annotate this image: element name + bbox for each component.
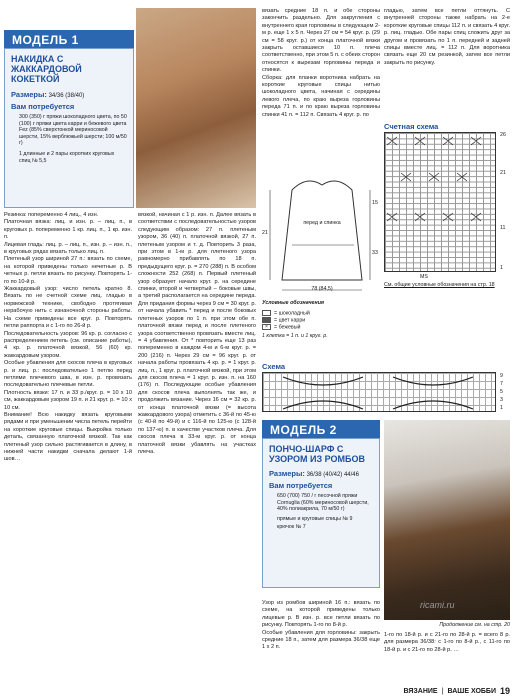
braid-chart xyxy=(262,372,496,412)
row-3: 3 xyxy=(500,397,503,403)
page-number: 19 xyxy=(499,686,510,696)
model1-tools: 1 длинные и 2 пары коротких круговых спиц № 5,5 xyxy=(19,150,115,164)
continue-note: Продолжение см. на стр. 20 xyxy=(439,622,510,628)
model2-photo xyxy=(384,420,510,620)
grid-number-1: 1 xyxy=(500,265,503,271)
diagram-bottom: 78 (84,5) xyxy=(311,286,333,292)
swatch-curry xyxy=(262,317,271,323)
model2-info-box xyxy=(262,438,380,588)
model1-materials: 300 (350) г пряжи шоколадного цвета, по 50 (100) г пряжи цвета карри и бежевого цвета Fez (85% сверхтонкой мериносовой шерсти, 15% верблюжьей шерсти; 100 м/50 г) xyxy=(19,114,127,147)
model1-info-box xyxy=(4,48,134,208)
ms-label: MS xyxy=(420,274,428,280)
model1-need-label: Вам потребуется xyxy=(11,102,75,111)
model1-header: МОДЕЛЬ 1 xyxy=(4,30,134,50)
model2-tools: прямые и круговые спицы № 9 xyxy=(277,515,353,522)
model2-sizes: 36/38 (40/42) 44/46 xyxy=(306,472,359,478)
grid-number-21: 21 xyxy=(500,170,506,176)
row-numbers xyxy=(500,372,503,412)
row-9: 9 xyxy=(500,373,503,379)
model1-sizes-label: Размеры: xyxy=(11,90,47,99)
text-column-5: Узор из ромбов шириной 16 п.: вязать по схеме, на которой приведены только лицевые р. В изн. р. все петли вязать по рисунку. Повторять 1-го по 8-й р. Особые убавления для горловины: закрыть средние 18 п., затем для размера 36/38 еще 1 х 2 п. xyxy=(262,600,380,651)
text-column-4: гладью, затем все петли оттянуть. С внутренней стороны также набрать на 2-е короткие круговые спицы 112 п. и связать 4 круг. р. лиц. гладью. Обе пары спиц сложить друг за другом и провязать по 1 п. передней и задней спицы вместе лиц. = 112 п. Для воротника связать еще 20 см резинкой, затем все петли закрыть по рисунку. xyxy=(384,8,510,66)
schema2-label: Схема xyxy=(262,362,286,371)
row-5: 5 xyxy=(500,389,503,395)
row-1: 1 xyxy=(500,405,503,411)
jacquard-chart xyxy=(384,132,496,272)
text-column-1: Резинка: попеременно 4 лиц., 4 изн. Платочная вязка: лиц. и изн. р. – лиц. п., в круговых р. попеременно 1 кр. лиц. п., 1 кр. изн. п. Лицевая гладь: лиц. р. – лиц. п., изн. р. – изн. п., в круговых рядах вязать только лиц. п. Плетеный узор шириной 27 п.: вязать по схеме, на которой приведены только нечетные р. В четных р. петли вязать по рисунку. Повторять 1-го по 10-й р. Жаккардовый узор: число петель кратно 8. Вязать по не счетной схеме лиц. гладью в норвежской технике, свободно протягивая нерабочую нить с изнаночной стороны работы. На схеме приведены все круг. р. Повторять петли раппорта и с 1-го по 26-й р. Последовательность узоров: 96 кр. р. согласно с распределением петель (см. описание работы), 4 кр. р. платочной вязкой, 56 (60) кр. жаккардовым узором. Особые убавления для скосов плеча в круговых р. и лиц. р.: последовательно 1 петлю перед петлями плечевого шва, в изн. р. провязать последовательно плечевые петли. Плотность вязки: 17 п. и 33 р./круг. р. = 10 х 10 см, жаккардовым узором 19 п. и 21 круг. р. = 10 х 10 см. Внимание! Всю накидку вязать круговыми рядами и при уменьшении числа петель перейти на короткие круговые спицы. Выкройка только деталь, связанную платочной вязкой. Так как плетеный узор сильно растягивается в длину, в нижней части накидки сначала делают 1-й шов… xyxy=(4,212,132,463)
row-7: 7 xyxy=(500,381,503,387)
footer-right: ВАШЕ ХОББИ xyxy=(447,687,496,695)
model2-hook: крючок № 7 xyxy=(277,524,306,531)
legend-beige: = бежевый xyxy=(274,324,301,330)
garment-diagram xyxy=(262,160,380,300)
model2-materials: 650 (700) 750 / г песочной пряжи Cornuglia (60% мериносовой шерсти, 40% полиакрила, 70 м/50 г) xyxy=(277,493,369,513)
watermark: ricami.ru xyxy=(420,600,455,610)
grid-number-26: 26 xyxy=(500,132,506,138)
legend-note: 1 клетка = 1 п. и 1 круг. р. xyxy=(262,332,328,339)
footer: ВЯЗАНИЕ | ВАШЕ ХОББИ 19 xyxy=(403,686,510,696)
model2-header: МОДЕЛЬ 2 xyxy=(262,420,380,440)
model1-photo xyxy=(136,8,256,208)
legend-curry: = цвет карри xyxy=(274,317,306,323)
text-column-3: вязать средние 18 п. и обе стороны закончить раздельно. Для закругления с внутреннего края горловины в следующем 2-м р. еще 1 х 5 п. Через 27 см = 54 круг. р. (29 см = 58 круг. р.) от конца платочной вязки закрыть оставшиеся 10 п. плеча соответственно, при этом 5 п. с обеих сторон относятся к вырезам горловины переда и спинки. Сборка: для планки воротника набрать на короткие круговые спицы нитью шоколадного цвета, начиная с середины левого плеча, по краю выреза горловины переда 71 п. и по краю выреза горловины спинки 41 п. = 112 п. Связать 4 круг. р. по xyxy=(262,8,380,118)
model2-sizes-label: Размеры: xyxy=(269,469,305,478)
model1-sizes: 34/36 (38/40) xyxy=(48,93,85,99)
model1-title: НАКИДКА С ЖАККАРДОВОЙ КОКЕТКОЙ xyxy=(11,54,82,84)
grid-number-11: 11 xyxy=(500,225,506,231)
diagram-m2: 15 xyxy=(372,200,378,206)
diagram-m1: 21 xyxy=(262,230,268,236)
diagram-m3: 33 xyxy=(372,250,378,256)
legend-title: Условные обозначения xyxy=(262,300,325,306)
diagram-label: перед и спинка xyxy=(303,220,341,226)
footer-left: ВЯЗАНИЕ xyxy=(403,687,438,695)
text-column-2: вязкой, начиная с 1 р. изн. п. Далее вязать в соответствии с последовательностью узоров следующим образом: 27 п. плетеным узором, 36 (40) п. платочной вязкой, 27 п. плетеным узором и т. д. Повторить 3 раза, при этом в 1-м р. для плетеного узора равномерно прибавлять по 18 п. предыдущего круг. р. = 270 (288) п. В особом сложности 252 (268) п. Первый плетеный узор образует начало круг. р. на середине спинки, второй и четвертый – боковые швы, а третий располагается на середине переда. Для придания формы через 9 см = 30 круг. р. от начала убавить * перед и после боковых плетеных узоров по 1 п. при этом обе п. платочной вязки перед и после плетеного узора соответственно провязать вместе лиц. = 4 убавления. От * повторить еще 13 раз попеременно в каждом 4-м и 6-м круг. р. = 200 (216) п. Через 29 см = 96 круг. р. от начала работы провязать 4 кр. р. = 1 круг. р. лиц. п., 1 круг. р. платочной вязкой, при этом для скосов плеча = 1 круг. р. изн. п. на 160 (176) п. Последующие особые убавления для скосов плеча выполнять так же, и продолжить вязание. Через 16 см = 32 кр. р. от конца платочной вязки (= высота жаккардового узора) отметить с 36-й по 45-ю (с 40-й по 49-й) и с 116-й по 125-ю (с 128-й по 137-ю) п. в качестве участков плеча. Для скосов плеча в 33-м круг. р. от конца платочной вязки убавлять на участках плеча. xyxy=(138,212,256,455)
pattern-note: См. общие условные обозначения на стр. 18 xyxy=(384,282,495,288)
legend-chocolate: = шоколадный xyxy=(274,310,310,316)
legend: Условные обозначения = шоколадный = цвет карри × = бежевый 1 клетка = 1 п. и 1 круг. р. xyxy=(262,300,380,339)
schema-label: Счетная схема xyxy=(384,122,439,131)
swatch-chocolate xyxy=(262,310,271,316)
model2-need-label: Вам потребуется xyxy=(269,481,333,490)
model2-title: ПОНЧО-ШАРФ С УЗОРОМ ИЗ РОМБОВ xyxy=(269,444,365,464)
text-column-6: 1-го по 18-й р. и с 21-го по 28-й р. = всего 8 р. для размера 36/38: с 1-го по 8-й р., с 11-го по 18-й р. и с 21-го по 28-й р. … xyxy=(384,632,510,653)
